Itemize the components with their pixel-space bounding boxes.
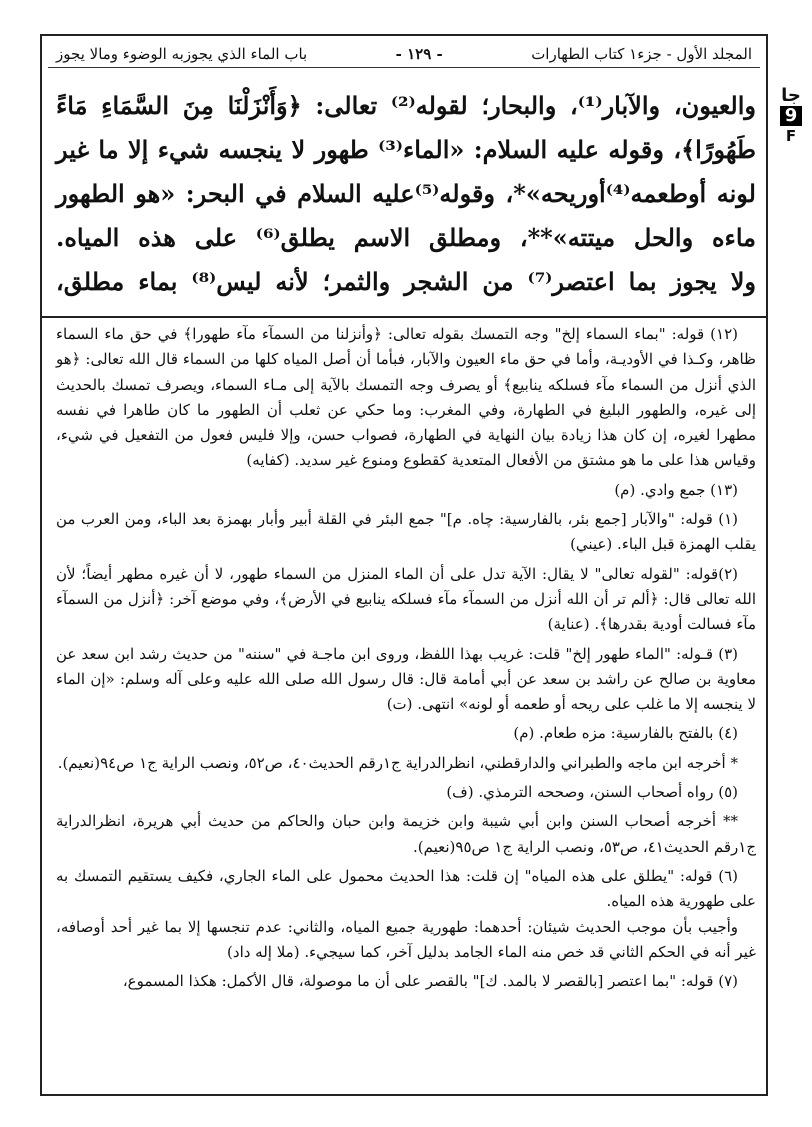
header-section-title: باب الماء الذي يجوزبه الوضوء ومالا يجوز [56,44,308,63]
footnote: وأجيب بأن موجب الحديث شيئان: أحدهما: طهورية جميع المياه، والثاني: عدم تنجسها إلا بما غير أحد أوصافه، غير أنه في الحكم الثاني قد خص منه الماء الجامد بدليل آخر، كما سيجيء. (ملا إله داد) [56,917,756,961]
margin-annotation-line-2: 9 [780,106,803,126]
margin-annotation [776,86,806,146]
margin-annotation-line-1: جا [781,85,801,106]
footnote: (٤) بالفتح بالفارسية: مزه طعام. (م) [513,724,738,743]
main-text-line: ولا يجوز بما اعتصر⁽⁷⁾ من الشجر والثمر؛ لأنه ليس⁽⁸⁾ بماء مطلق، [56,267,756,296]
footnote: (٦) قوله: "يطلق على هذه المياه" إن قلت: هذا الحديث محمول على الماء الجاري، فكيف يستقيم التمسك به على طهورية هذه المياه. [56,866,756,911]
footnote: (١٢) قوله: "بماء السماء إلخ" وجه التمسك بقوله تعالى: ﴿وأنزلنا من السمآء مآء طهورا﴾ في حق ماء السماء ظاهر، وكـذا في الأوديـة، وأما في حق ماء العيون والآبار، فبأما أن أصل المياه كلها من السماء قال الله تعالى: ﴿هو الذي أنزل من السماء مآء فسلكه ينابيع﴾ أو يصرف وجه التمسك بالآية إلى مـاء السماء، ويصرف تمسك بالحديث إلى غيره، والطهور البليغ في الطهارة، وفي المغرب: وما حكي عن ثعلب أن الطهور ما كان طاهرا في نفسه مطهرا لغيره، إن كان هذا زيادة بيان النهاية في الطهارة، فصواب حسن، وإلا فليس فعول من التفعيل في شيء، وقياس هذا على ما هو مشتق من الأفعال المتعدية كقطوع ومنوع غير سديد. (كفايه) [56,325,756,470]
footnote: ** أخرجه أصحاب السنن وابن أبي شيبة وابن خزيمة وابن حبان والحاكم من حديث أبي هريرة، انظرالدراية ج١رقم الحديث٤١، ص٥٣، ونصب الراية ج١ ص٩٥(نعيم). [56,812,756,856]
running-header [48,40,760,68]
main-text [56,84,756,304]
main-text-line: والعيون، والآبار⁽¹⁾، والبحار؛ لقوله⁽²⁾ تعالى: ﴿وَأَنْزَلْنَا مِنَ السَّمَاءِ مَاءً [56,91,756,120]
footnote: (٥) رواه أصحاب السنن، وصححه الترمذي. (ف) [446,783,738,802]
footnote: (١٣) جمع وادي. (م) [614,480,738,499]
header-volume-chapter: المجلد الأول - جزء١ كتاب الطهارات [531,44,752,63]
footnote-divider [42,316,766,318]
margin-annotation-line-3: F [785,127,797,145]
footnote: (٣) قـوله: "الماء طهور إلخ" قلت: غريب بهذا اللفظ، وروى ابن ماجـة في "سننه" من حديث رشد ابن سعد عن معاوية بن صالح عن راشد بن سعد عن أبي أمامة قال: قال رسول الله صلى الله عليه وعلى آله وسلم: «إن الماء لا ينجسه إلا ما غلب على ريحه أو طعمه أو لونه» انتهى. (ت) [56,644,756,714]
footnote: (٢)قوله: "لقوله تعالى" لا يقال: الآية تدل على أن الماء المنزل من السماء طهور، لا أن غيره مطهر أيضاً؛ لأن الله تعالى قال: ﴿ألم تر أن الله أنزل من السمآء مآء فسلكه ينابيع في الأرض﴾، وفي موضع آخر: ﴿أنزل من السمآء مآء فسالت أودية بقدرها﴾. (عناية) [56,564,756,634]
footnotes [56,322,756,998]
main-text-line: لونه أوطعمه⁽⁴⁾أوريحه»*، وقوله⁽⁵⁾عليه السلام في البحر: «هو الطهور [56,179,756,208]
footnote: * أخرجه ابن ماجه والطبراني والدارقطني، انظرالدراية ج١رقم الحديث٤٠، ص٥٢، ونصب الراية ج١ ص٩٤(نعيم). [57,753,738,772]
main-text-line: ماءه والحل ميتته»**، ومطلق الاسم يطلق⁽⁶⁾ على هذه المياه. [56,223,756,252]
page-number: - ١٢٩ - [395,44,443,63]
footnote: (٧) قوله: "بما اعتصر [بالقصر لا بالمد. ك]" بالقصر على أن ما موصولة، قال الأكمل: هكذا المسموع، [122,972,738,991]
footnote: (١) قوله: "والآبار [جمع بئر، بالفارسية: چاه. م]" جمع البئر في القلة أبير وأبار بهمزة بعد الباء، ومن العرب من يقلب الهمزة قبل الباء. (عيني) [56,510,756,554]
main-text-line: طَهُورًا﴾، وقوله عليه السلام: «الماء⁽³⁾ طهور لا ينجسه شيء إلا ما غير [56,135,757,164]
